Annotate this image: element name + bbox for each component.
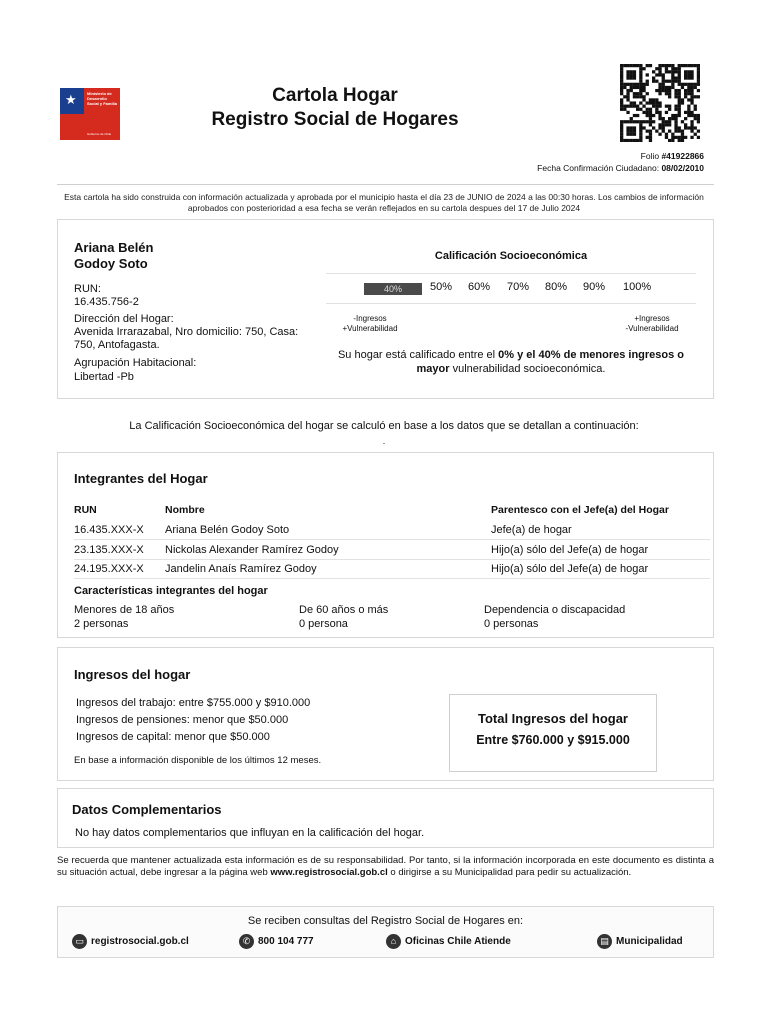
star-icon: ★ [65,92,77,107]
contact-municipalidad[interactable] [597,933,683,949]
table-row-run: 24.195.XXX-X [74,563,144,575]
office-icon: ⌂ [386,934,401,949]
table-row-parentesco: Jefe(a) de hogar [491,524,572,536]
group-value: Libertad -Pb [74,371,134,383]
contact-oficinas-label: Oficinas Chile Atiende [405,935,511,947]
qr-code-icon [620,64,700,142]
building-icon: ▤ [597,934,612,949]
integrantes-title: Integrantes del Hogar [74,471,208,486]
summary-pre: Su hogar está calificado entre el [337,349,496,361]
right-caption [612,314,692,334]
scale-tick: 80% [545,281,568,293]
row-divider [74,539,710,540]
caract-dependencia-value: 0 personas [484,618,539,630]
notice-text: Esta cartola ha sido construida con información actualizada y aprobada por el municipio hasta el día 23 de JUNIO de 2024 a las 00:30 horas. Los cambios de información aprobados con posterioridad a esa fecha se verán reflejados en su cartola despues del 17 de Julio 2024 [64,192,704,213]
calificacion-title: Calificación Socioeconómica [434,250,588,262]
document-title: Cartola Hogar [272,85,398,106]
divider [57,184,714,185]
complementarios-title: Datos Complementarios [72,802,222,817]
summary-post: vulnerabilidad socioeconómica. [452,363,606,375]
complementarios-text: No hay datos complementarios que influyan en la calificación del hogar. [75,827,425,839]
col-header-nombre: Nombre [165,504,205,516]
scale-tick: 60% [468,281,491,293]
run-label: RUN: [74,283,101,295]
row-divider [74,559,710,560]
scale-tick: 70% [507,281,530,293]
footer-note [57,855,714,878]
person-name-line1: Ariana Belén [74,240,154,255]
fecha-label: Fecha Confirmación Ciudadano: [537,163,660,173]
footer-link[interactable]: www.registrosocial.gob.cl [270,866,388,878]
ingreso-pensiones: Ingresos de pensiones: menor que $50.000 [76,714,289,726]
table-row-nombre: Ariana Belén Godoy Soto [165,524,290,536]
left-caption-1: -Ingresos [353,314,387,323]
contact-web[interactable] [72,933,189,949]
caract-menores-label: Menores de 18 años [74,604,175,616]
col-header-run: RUN [74,504,97,516]
caract-mayores-label: De 60 años o más [299,604,389,616]
row-divider [74,578,710,579]
person-name [74,240,153,272]
calificacion-summary [326,348,696,376]
contact-oficinas[interactable] [386,933,511,949]
fecha-value: 08/02/2010 [661,163,704,173]
caract-menores-value: 2 personas [74,618,129,630]
caract-dependencia-label: Dependencia o discapacidad [484,604,626,616]
footer-note-pre: Se recuerda que mantener actualizada esta información es de su responsabilidad. Por tanto, si la información incorporada en este documento es distinta a su situación actual, debe ingresar a la página web [57,855,714,878]
intro-text: La Calificación Socioeconómica del hogar se calculó en base a los datos que se detallan a continuación: [129,420,639,432]
left-caption-2: +Vulnerabilidad [342,324,398,333]
folio-value: #41922866 [661,151,704,161]
caracteristicas-title: Características integrantes del hogar [74,585,268,597]
left-caption [330,314,410,334]
calificacion-selected-bar: 40% [364,283,422,295]
divider [326,303,696,304]
contact-title: Se reciben consultas del Registro Social de Hogares en: [247,915,524,927]
fecha-confirmacion [537,163,704,173]
contact-box [57,906,714,958]
table-row-nombre: Nickolas Alexander Ramírez Godoy [165,544,339,556]
ingresos-note: En base a información disponible de los últimos 12 meses. [74,755,322,766]
person-name-line2: Godoy Soto [74,256,148,271]
contact-phone[interactable] [239,933,314,949]
folio [641,151,704,161]
total-ingresos-value: Entre $760.000 y $915.000 [476,733,630,747]
right-caption-1: +Ingresos [634,314,670,323]
address-line2: 750, Antofagasta. [74,339,160,351]
summary-bold: 0% y el 40% de menores ingresos o mayor [416,349,685,375]
intro-dot: . [382,436,386,446]
table-row-run: 23.135.XXX-X [74,544,144,556]
table-row-nombre: Jandelin Anaís Ramírez Godoy [165,563,317,575]
table-row-parentesco: Hijo(a) sólo del Jefe(a) de hogar [491,563,649,575]
scale-tick: 90% [583,281,606,293]
ingreso-capital: Ingresos de capital: menor que $50.000 [76,731,270,743]
group-label: Agrupación Habitacional: [74,357,197,369]
table-row-run: 16.435.XXX-X [74,524,144,536]
divider [326,273,696,274]
phone-icon: ✆ [239,934,254,949]
scale-tick: 100% [623,281,652,293]
run-value: 16.435.756-2 [74,296,139,308]
logo-text: Ministerio de Desarrollo Social y Familia [87,91,118,106]
contact-web-label: registrosocial.gob.cl [91,935,189,947]
address-line1: Avenida Irrarazabal, Nro domicilio: 750, Casa: [74,326,299,338]
address-label: Dirección del Hogar: [74,313,174,325]
ingresos-title: Ingresos del hogar [74,667,191,682]
table-row-parentesco: Hijo(a) sólo del Jefe(a) de hogar [491,544,649,556]
caract-mayores-value: 0 persona [299,618,348,630]
ingreso-trabajo: Ingresos del trabajo: entre $755.000 y $910.000 [76,697,311,709]
col-header-parentesco: Parentesco con el Jefe(a) del Hogar [491,504,669,516]
document-subtitle: Registro Social de Hogares [211,109,459,130]
right-caption-2: -Vulnerabilidad [625,324,679,333]
logo-foot: Gobierno de Chile [87,132,112,136]
contact-phone-label: 800 104 777 [258,935,314,947]
total-ingresos-title: Total Ingresos del hogar [477,711,628,726]
footer-note-post: o dirigirse a su Municipalidad para pedir su actualización. [390,866,632,878]
scale-tick: 50% [430,281,453,293]
contact-municipalidad-label: Municipalidad [616,935,683,947]
computer-icon: ▭ [72,934,87,949]
gobierno-logo [60,88,120,140]
folio-label: Folio [640,151,660,161]
